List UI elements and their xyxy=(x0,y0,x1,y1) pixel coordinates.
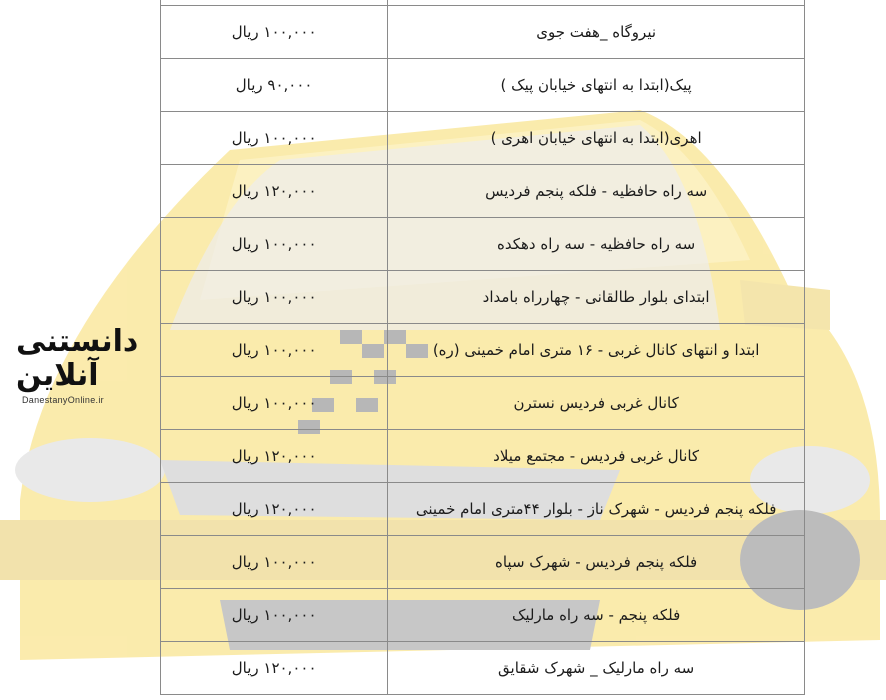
price-cell: ۱۰۰,۰۰۰ ریال xyxy=(161,218,388,271)
route-cell: سه راه مارلیک _ شهرک شقایق xyxy=(388,642,805,695)
logo-url: DanestanyOnline.ir xyxy=(22,395,104,405)
price-cell: ۱۰۰,۰۰۰ ریال xyxy=(161,536,388,589)
route-cell: فلکه پنجم - سه راه مارلیک xyxy=(388,589,805,642)
price-cell: ۱۰۰,۰۰۰ ریال xyxy=(161,6,388,59)
table-row xyxy=(161,324,805,377)
table-row xyxy=(161,377,805,430)
fare-table-container xyxy=(160,0,805,695)
route-cell: کانال غربی فردیس نسترن xyxy=(388,377,805,430)
table-row xyxy=(161,430,805,483)
route-cell: فلکه پنجم فردیس - شهرک ناز - بلوار ۴۴متری امام خمینی xyxy=(388,483,805,536)
table-row xyxy=(161,589,805,642)
route-cell: پیک(ابتدا به انتهای خیابان پیک ) xyxy=(388,59,805,112)
route-cell: ابتدا و انتهای کانال غربی - ۱۶ متری امام خمینی (ره) xyxy=(388,324,805,377)
price-cell: ۱۲۰,۰۰۰ ریال xyxy=(161,165,388,218)
route-cell: کانال غربی فردیس - مجتمع میلاد xyxy=(388,430,805,483)
route-cell: سه راه حافظیه - سه راه دهکده xyxy=(388,218,805,271)
table-row xyxy=(161,271,805,324)
price-cell: ۱۰۰,۰۰۰ ریال xyxy=(161,271,388,324)
logo-wordmark: دانستنی آنلاین xyxy=(16,324,139,393)
site-logo xyxy=(6,324,176,405)
route-cell: ابتدای بلوار طالقانی - چهارراه بامداد xyxy=(388,271,805,324)
price-cell: ۱۰۰,۰۰۰ ریال xyxy=(161,324,388,377)
price-cell: ۹۰,۰۰۰ ریال xyxy=(161,59,388,112)
table-row xyxy=(161,165,805,218)
price-cell: ۱۲۰,۰۰۰ ریال xyxy=(161,430,388,483)
taxi-fare-table xyxy=(160,0,805,695)
table-row xyxy=(161,483,805,536)
price-cell: ۱۲۰,۰۰۰ ریال xyxy=(161,483,388,536)
route-cell: اهری(ابتدا به انتهای خیابان اهری ) xyxy=(388,112,805,165)
price-cell: ۱۰۰,۰۰۰ ریال xyxy=(161,112,388,165)
price-cell: ۱۲۰,۰۰۰ ریال xyxy=(161,642,388,695)
price-cell: ۱۰۰,۰۰۰ ریال xyxy=(161,377,388,430)
table-row xyxy=(161,642,805,695)
route-cell: نیروگاه _هفت جوی xyxy=(388,6,805,59)
table-row xyxy=(161,218,805,271)
route-cell: سه راه حافظیه - فلکه پنجم فردیس xyxy=(388,165,805,218)
table-row xyxy=(161,112,805,165)
table-row xyxy=(161,59,805,112)
route-cell: فلکه پنجم فردیس - شهرک سپاه xyxy=(388,536,805,589)
table-row xyxy=(161,536,805,589)
price-cell: ۱۰۰,۰۰۰ ریال xyxy=(161,589,388,642)
table-row xyxy=(161,6,805,59)
